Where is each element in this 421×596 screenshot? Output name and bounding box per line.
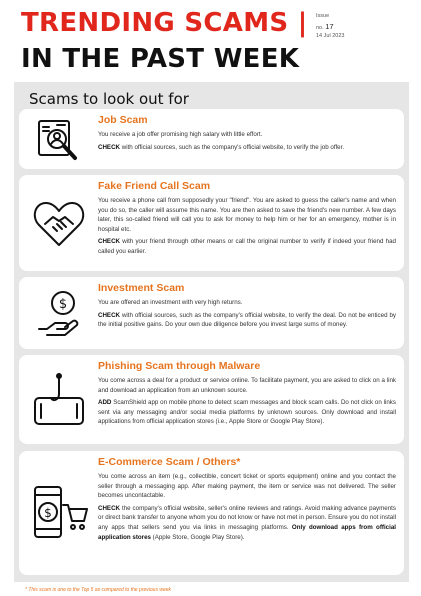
title-line-1: TRENDING SCAMS |: [21, 8, 308, 38]
issue-no-label: no.: [316, 24, 324, 31]
issue-info: [316, 12, 344, 41]
card-fake-friend-call-scam: [19, 175, 404, 271]
card-title: Fake Friend Call Scam: [98, 180, 211, 192]
svg-text:$: $: [44, 506, 52, 520]
card-description: You come across an item (e.g., collectible, concert ticket or sports equipment) online and you contact the seller through a messaging app. After making payment, the item or service was not delivered. The seller becomes uncontactable.: [98, 473, 396, 500]
advice-text-end: (Apple Store, Google Play Store).: [150, 533, 245, 541]
advice-text: with official sources, such as the company's official website, to verify the deal. Do not be enticed by the initial positive gains. Do your own due diligence before you invest large sums of money.: [98, 311, 396, 329]
card-title: Phishing Scam through Malware: [98, 360, 261, 372]
card-advice: [98, 237, 396, 256]
card-investment-scam: [19, 277, 404, 349]
card-ecommerce-scam: [19, 451, 404, 575]
advice-lead: CHECK: [98, 143, 121, 151]
advice-text: the company's official website, seller's online reviews and ratings. Avoid making advance payments or direct bank transfer to anyone whom you do not know or have not met in person. Ensure you do not install any apps that sellers send you via links in messaging platforms.: [98, 504, 396, 532]
card-advice: [98, 143, 396, 153]
card-body: [98, 180, 396, 260]
issue-label: Issue: [316, 13, 330, 19]
advice-lead: CHECK: [98, 504, 121, 512]
card-body: [98, 114, 396, 155]
section-title: Scams to look out for: [29, 90, 189, 108]
svg-text:$: $: [58, 297, 68, 312]
card-advice: [98, 504, 396, 542]
card-body: [98, 282, 396, 333]
handshake-heart-icon: [19, 175, 99, 271]
card-job-scam: [19, 109, 404, 169]
card-description: You are offered an investment with very high returns.: [98, 299, 243, 306]
scams-panel: [14, 82, 409, 582]
card-body: [98, 360, 396, 430]
magnifier-person-icon: [19, 109, 99, 169]
card-title: E-Commerce Scam / Others*: [98, 456, 241, 468]
footnote: * This scam is one to the Top 5 as compared to the previous week: [25, 587, 172, 593]
title-line-2: IN THE PAST WEEK: [21, 44, 300, 74]
issue-number-line: [316, 21, 344, 33]
card-description: You receive a job offer promising high salary with little effort.: [98, 131, 263, 138]
card-advice: [98, 311, 396, 330]
card-description: You receive a phone call from supposedly your "friend". You are asked to guess the caller's name and when you do so, the caller will assume this name. You are then asked to save the friend's new number. A few days later, this so-called friend will call you to ask for money to help him or her for an emergency, mother is in hospital etc.: [98, 197, 396, 233]
advice-lead: ADD: [98, 399, 112, 407]
advice-lead: CHECK: [98, 311, 121, 319]
card-body: [98, 456, 396, 545]
header: [0, 0, 421, 78]
advice-text: with your friend through other means or call the original number to verify if indeed your friend had called you earlier.: [98, 238, 396, 256]
issue-date: 14 Jul 2023: [316, 33, 345, 40]
card-advice: [98, 398, 396, 427]
issue-number: 17: [325, 21, 334, 31]
hand-coin-icon: [19, 277, 99, 349]
advice-text: with official sources, such as the company's official website, to verify the job offer.: [120, 143, 345, 151]
card-phishing-scam: [19, 355, 404, 444]
advice-text: ScamShield app on mobile phone to detect scam messages and block scam calls. Do not click on links sent via any messaging and/or social media platforms by unknown sources. Only download and install applications from official application stores (i.e., Apple Store or Google Play Store).: [98, 399, 396, 426]
card-title: Investment Scam: [98, 282, 185, 294]
phone-hook-icon: [19, 355, 99, 444]
card-title: Job Scam: [98, 114, 148, 126]
card-description: You come across a deal for a product or service online. To facilitate payment, you are asked to click on a link and download an application from an unknown source.: [98, 377, 396, 394]
advice-lead: CHECK: [98, 238, 121, 246]
advice-emphasis: Only download apps from official application stores: [98, 524, 396, 541]
phone-cart-icon: [19, 451, 99, 575]
